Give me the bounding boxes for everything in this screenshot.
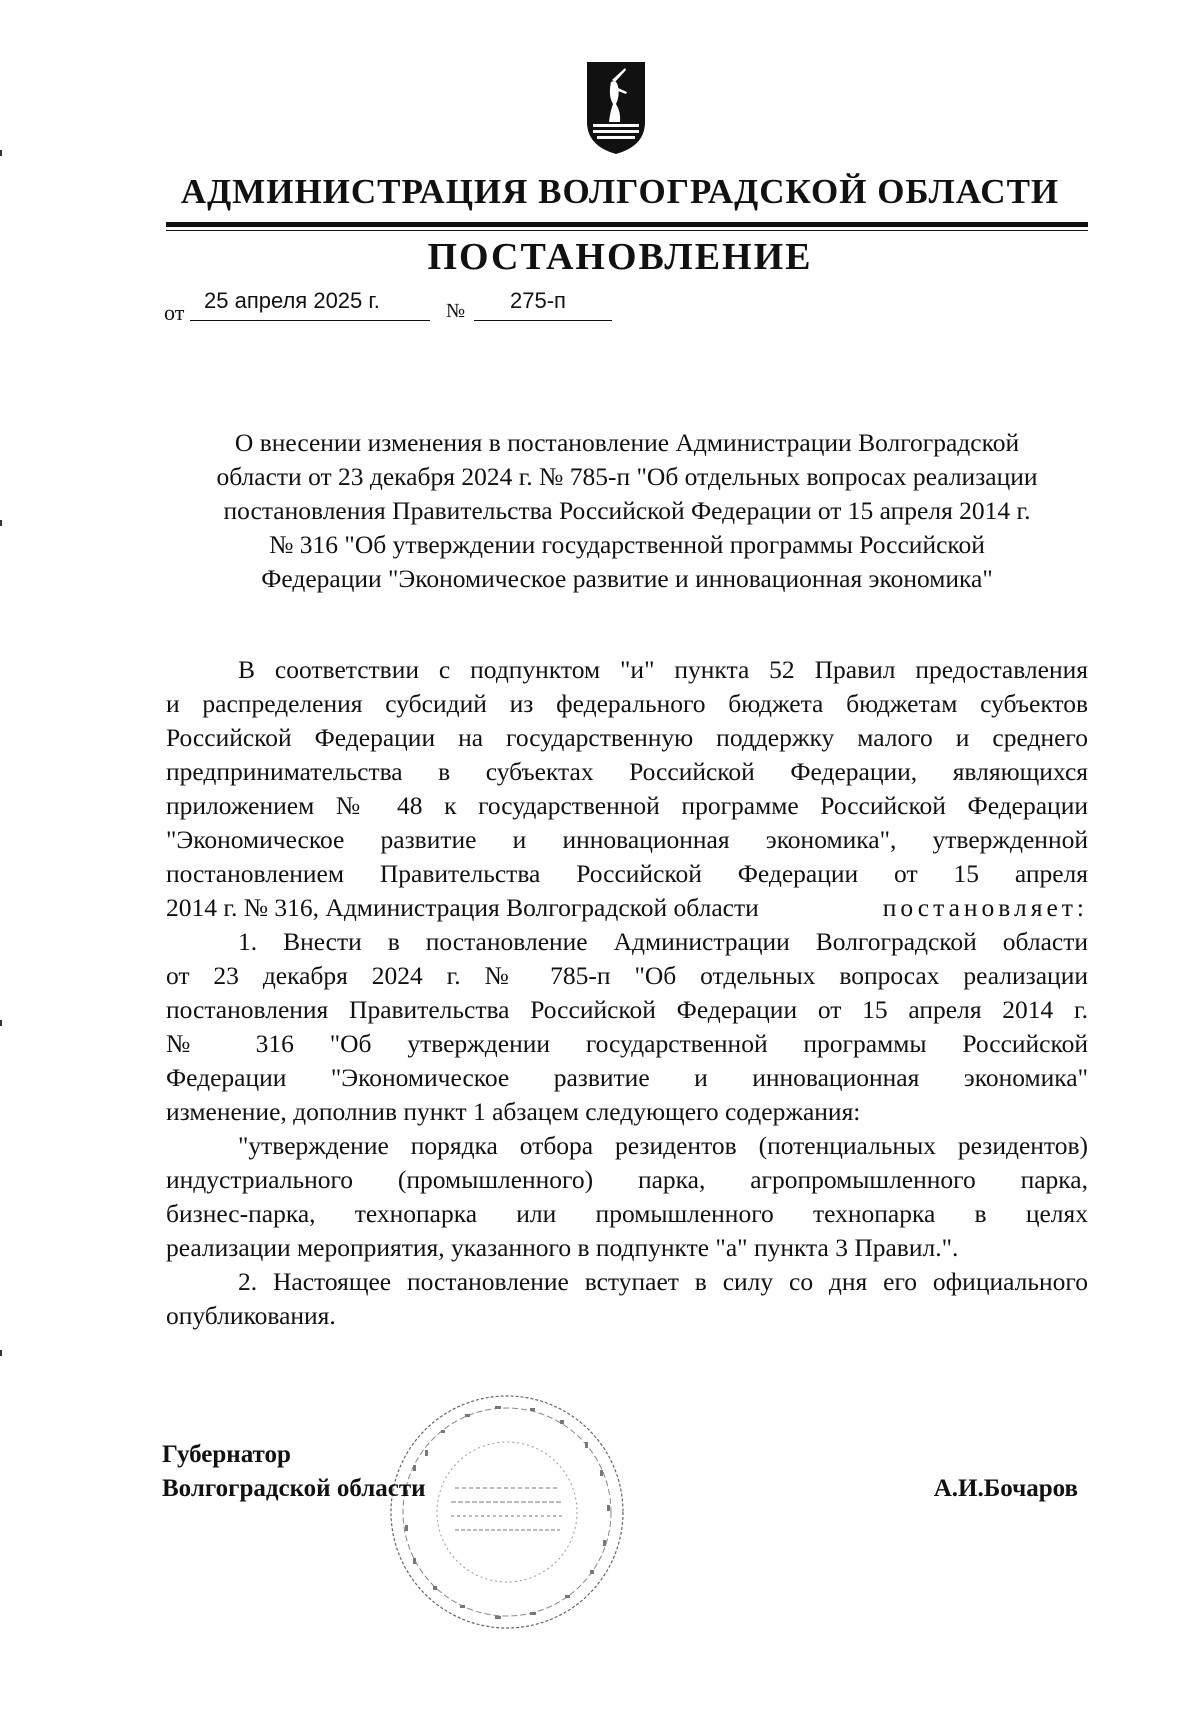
scan-mark <box>0 520 2 526</box>
organization-name: АДМИНИСТРАЦИЯ ВОЛГОГРАДСКОЙ ОБЛАСТИ <box>180 172 1060 211</box>
document-number: 275-п <box>474 288 612 321</box>
body-line: постановления Правительства Российской Федерации от 15 апреля 2014 г. <box>166 995 1088 1024</box>
date-prefix: от <box>164 300 185 325</box>
coat-of-arms-emblem <box>585 60 647 156</box>
body-line: опубликования. <box>166 1301 336 1330</box>
subject-line: № 316 "Об утверждении государственной программы Российской <box>269 530 985 559</box>
signatory-position <box>162 1438 426 1506</box>
official-seal <box>385 1390 630 1635</box>
body-line: реализации мероприятия, указанного в подпункте "а" пункта 3 Правил.". <box>166 1233 959 1262</box>
body-line <box>166 891 1088 925</box>
body-line: приложением № 48 к государственной программе Российской Федерации <box>166 791 1088 820</box>
body-line: бизнес-парка, технопарка или промышленного технопарка в целях <box>166 1199 1088 1228</box>
body-line: Федерации "Экономическое развитие и инновационная экономика" <box>166 1063 1088 1092</box>
body-line: 2. Настоящее постановление вступает в силу со дня его официального <box>238 1267 1088 1296</box>
body-line: Российской Федерации на государственную поддержку малого и среднего <box>166 723 1088 752</box>
scan-mark <box>0 1350 2 1356</box>
header-rule-thin <box>166 230 1088 231</box>
body-line: индустриального (промышленного) парка, агропромышленного парка, <box>166 1165 1088 1194</box>
subject-line: области от 23 декабря 2024 г. № 785-п "Об отдельных вопросах реализации <box>216 462 1038 491</box>
body-line: и распределения субсидий из федерального бюджета бюджетам субъектов <box>166 689 1088 718</box>
body-line: от 23 декабря 2024 г. № 785-п "Об отдельных вопросах реализации <box>166 961 1088 990</box>
document-type: ПОСТАНОВЛЕНИЕ <box>427 236 813 278</box>
scan-mark <box>0 150 2 156</box>
date-number-line <box>0 288 1200 328</box>
header-rule-thick <box>166 222 1088 227</box>
subject-line: О внесении изменения в постановление Администрации Волгоградской <box>234 428 1020 457</box>
subject-line: Федерации "Экономическое развитие и инновационная экономика" <box>261 564 993 593</box>
document-body <box>166 653 1088 1333</box>
body-line: постановлением Правительства Российской Федерации от 15 апреля <box>166 859 1088 888</box>
decree-word: постановляет: <box>882 893 1088 922</box>
preamble-last: 2014 г. № 316, Администрация Волгоградской области <box>166 893 759 922</box>
number-prefix: № <box>446 300 466 322</box>
body-line: "Экономическое развитие и инновационная экономика", утвержденной <box>166 825 1088 854</box>
body-line: 1. Внести в постановление Администрации Волгоградской области <box>238 927 1088 956</box>
subject-line: постановления Правительства Российской Федерации от 15 апреля 2014 г. <box>223 496 1031 525</box>
position-line: Губернатор <box>162 1441 291 1468</box>
document-date: 25 апреля 2025 г. <box>190 288 430 321</box>
position-line: Волгоградской области <box>162 1475 426 1502</box>
body-line: "утверждение порядка отбора резидентов (потенциальных резидентов) <box>238 1131 1088 1160</box>
body-line: изменение, дополнив пункт 1 абзацем следующего содержания: <box>166 1097 861 1126</box>
body-line: В соответствии с подпунктом "и" пункта 52 Правил предоставления <box>238 655 1088 684</box>
scan-mark <box>0 1020 2 1026</box>
body-line: № 316 "Об утверждении государственной программы Российской <box>166 1029 1088 1058</box>
signatory-name: А.И.Бочаров <box>933 1475 1078 1502</box>
body-line: предпринимательства в субъектах Российской Федерации, являющихся <box>166 757 1088 786</box>
document-subject <box>166 426 1088 596</box>
